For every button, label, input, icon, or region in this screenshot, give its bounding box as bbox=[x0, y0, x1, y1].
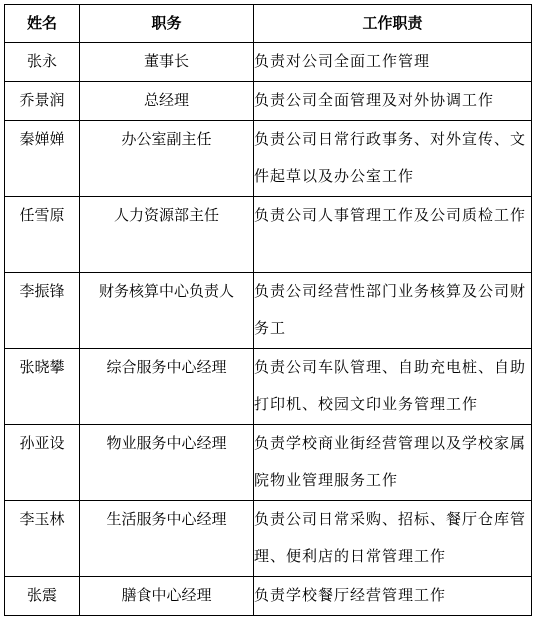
row-position: 董事长 bbox=[80, 43, 254, 82]
row-position: 生活服务中心经理 bbox=[80, 501, 254, 577]
row-duty: 负责公司全面管理及对外协调工作 bbox=[254, 82, 532, 121]
row-duty: 负责公司人事管理工作及公司质检工作 bbox=[254, 197, 532, 273]
row-duty: 负责学校餐厅经营管理工作 bbox=[254, 577, 532, 616]
row-name: 孙亚设 bbox=[5, 425, 80, 501]
row-duty: 负责学校商业街经营管理以及学校家属院物业管理服务工作 bbox=[254, 425, 532, 501]
header-name: 姓名 bbox=[5, 5, 80, 43]
row-name: 张永 bbox=[5, 43, 80, 82]
row-position: 总经理 bbox=[80, 82, 254, 121]
staff-duty-table bbox=[4, 4, 532, 616]
table-row bbox=[5, 197, 532, 273]
row-duty: 负责对公司全面工作管理 bbox=[254, 43, 532, 82]
row-duty: 负责公司经营性部门业务核算及公司财务工 bbox=[254, 273, 532, 349]
row-name: 李玉林 bbox=[5, 501, 80, 577]
row-name: 张震 bbox=[5, 577, 80, 616]
table-row bbox=[5, 501, 532, 577]
row-name: 张晓攀 bbox=[5, 349, 80, 425]
row-name: 秦婵婵 bbox=[5, 121, 80, 197]
row-duty: 负责公司车队管理、自助充电桩、自助打印机、校园文印业务管理工作 bbox=[254, 349, 532, 425]
table-row bbox=[5, 43, 532, 82]
header-duty: 工作职责 bbox=[254, 5, 532, 43]
row-position: 膳食中心经理 bbox=[80, 577, 254, 616]
row-position: 办公室副主任 bbox=[80, 121, 254, 197]
table-row bbox=[5, 577, 532, 616]
row-position: 财务核算中心负责人 bbox=[80, 273, 254, 349]
table-row bbox=[5, 273, 532, 349]
row-position: 综合服务中心经理 bbox=[80, 349, 254, 425]
header-position: 职务 bbox=[80, 5, 254, 43]
row-position: 人力资源部主任 bbox=[80, 197, 254, 273]
table-row bbox=[5, 82, 532, 121]
table-row bbox=[5, 349, 532, 425]
table-header-row bbox=[5, 5, 532, 43]
row-name: 李振锋 bbox=[5, 273, 80, 349]
row-name: 乔景润 bbox=[5, 82, 80, 121]
row-duty: 负责公司日常采购、招标、餐厅仓库管理、便利店的日常管理工作 bbox=[254, 501, 532, 577]
row-name: 任雪原 bbox=[5, 197, 80, 273]
row-position: 物业服务中心经理 bbox=[80, 425, 254, 501]
row-duty: 负责公司日常行政事务、对外宣传、文件起草以及办公室工作 bbox=[254, 121, 532, 197]
table-row bbox=[5, 121, 532, 197]
table-row bbox=[5, 425, 532, 501]
